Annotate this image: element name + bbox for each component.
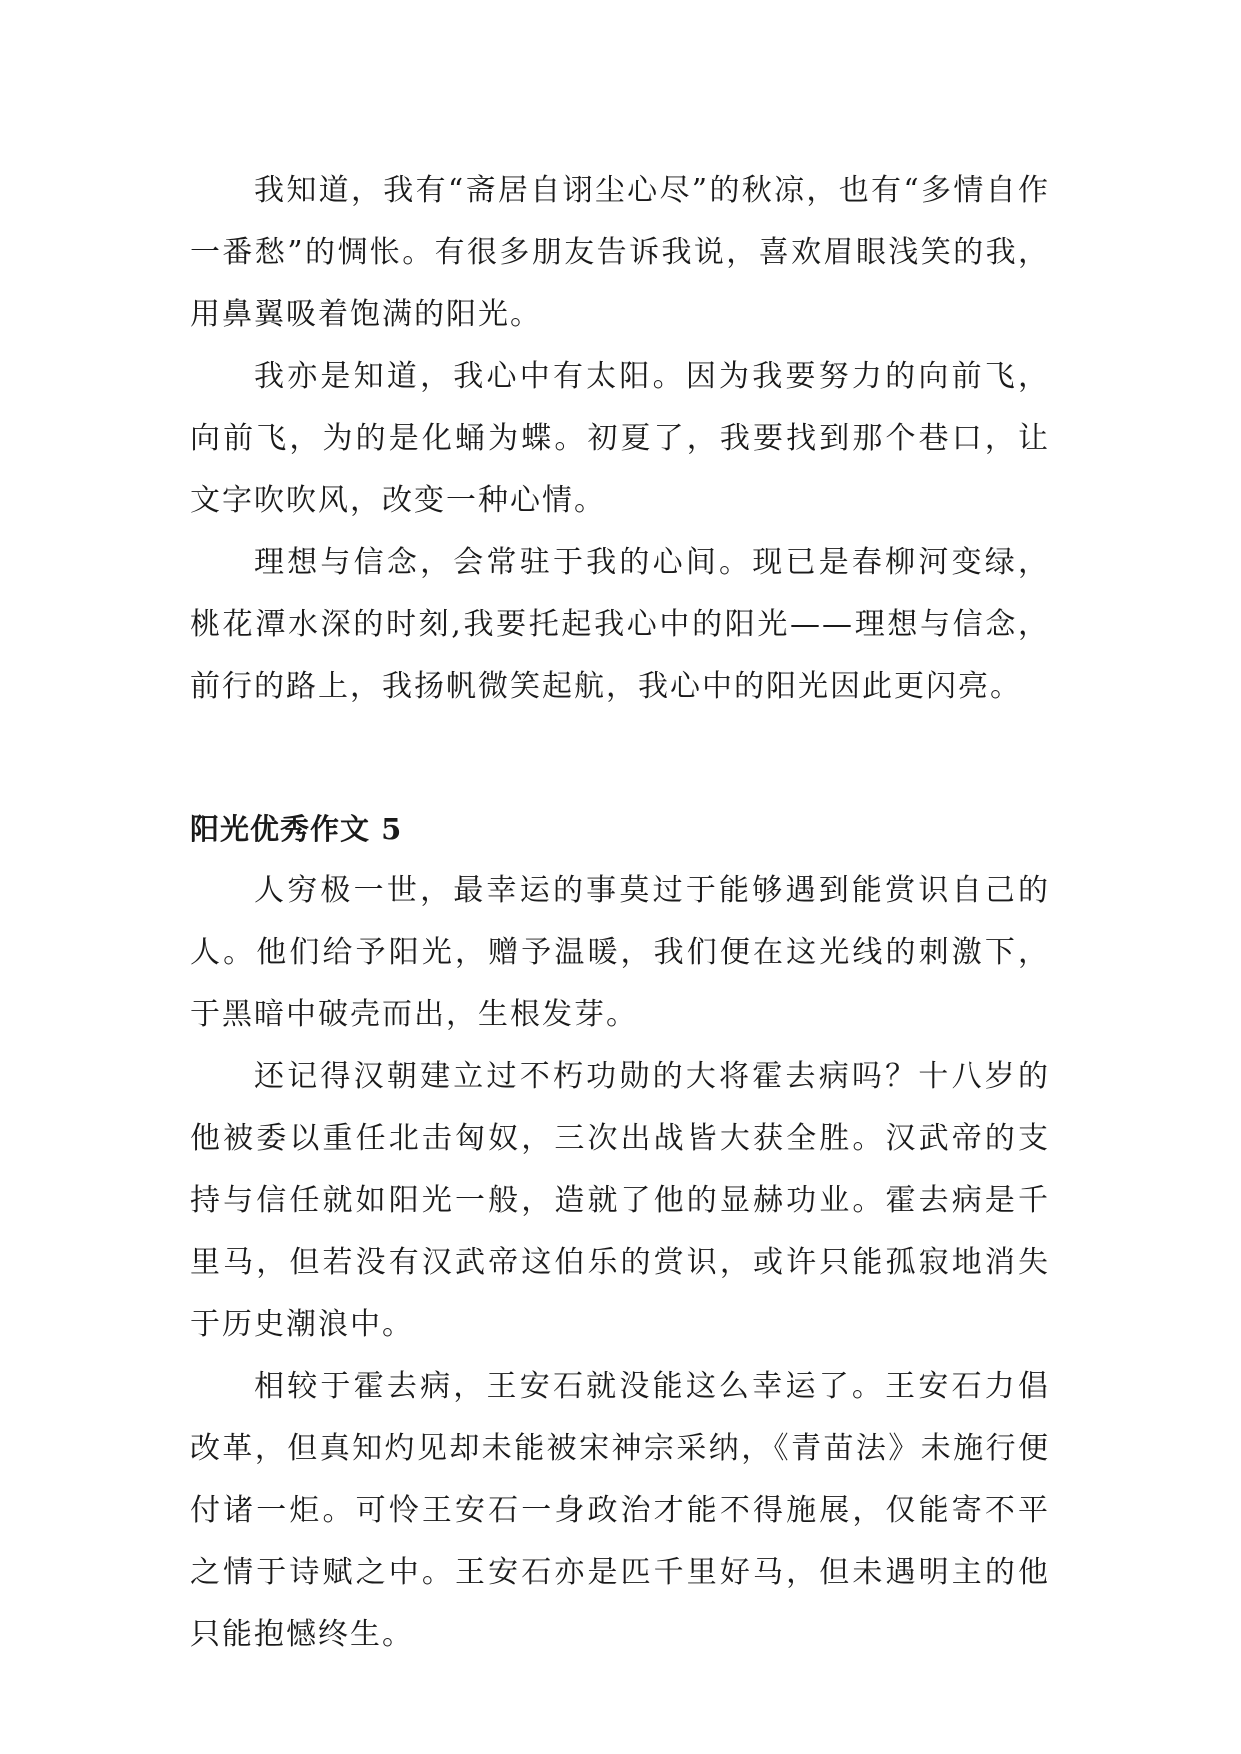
paragraph: 我知道，我有“斋居自诩尘心尽”的秋凉，也有“多情自作一番愁”的惆怅。有很多朋友告诉我说，喜欢眉眼浅笑的我，用鼻翼吸着饱满的阳光。: [190, 173, 1050, 332]
section-heading: 阳光优秀作文 5: [190, 812, 403, 846]
paragraph: 还记得汉朝建立过不朽功勋的大将霍去病吗？十八岁的他被委以重任北击匈奴，三次出战皆大获全胜。汉武帝的支持与信任就如阳光一般，造就了他的显赫功业。霍去病是千里马，但若没有汉武帝这伯乐的赏识，或许只能孤寂地消失于历史潮浪中。: [190, 1059, 1050, 1342]
document-body: [190, 160, 1050, 1666]
paragraph: 我亦是知道，我心中有太阳。因为我要努力的向前飞，向前飞，为的是化蛹为蝶。初夏了，我要找到那个巷口，让文字吹吹风，改变一种心情。: [190, 359, 1050, 518]
paragraph: 理想与信念，会常驻于我的心间。现已是春柳河变绿，桃花潭水深的时刻,我要托起我心中的阳光——理想与信念，前行的路上，我扬帆微笑起航，我心中的阳光因此更闪亮。: [190, 545, 1050, 704]
paragraph: 相较于霍去病，王安石就没能这么幸运了。王安石力倡改革，但真知灼见却未能被宋神宗采纳，《青苗法》未施行便付诸一炬。可怜王安石一身政治才能不得施展，仅能寄不平之情于诗赋之中。王安石亦是匹千里好马，但未遇明主的他只能抱憾终生。: [190, 1369, 1050, 1652]
paragraph: 人穷极一世，最幸运的事莫过于能够遇到能赏识自己的人。他们给予阳光，赠予温暖，我们便在这光线的刺激下，于黑暗中破壳而出，生根发芽。: [190, 873, 1050, 1032]
